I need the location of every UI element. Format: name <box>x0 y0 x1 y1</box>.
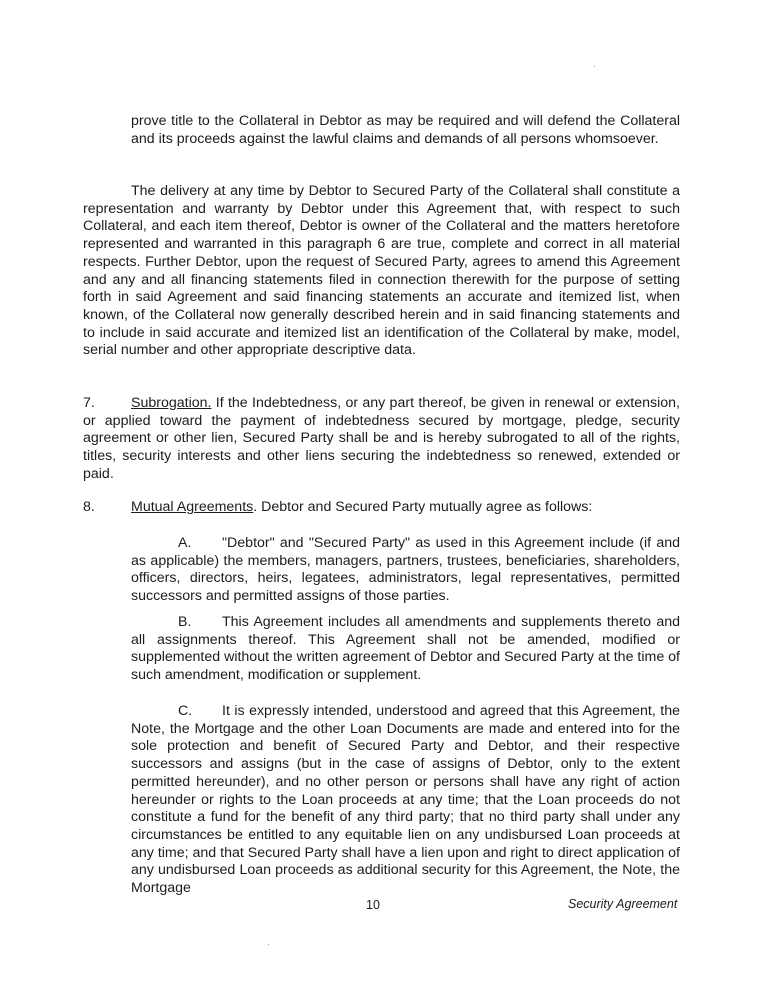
subsection-a-text: "Debtor" and "Secured Party" as used in this Agreement include (if and as applicable) the members, managers, partners, trustees, beneficiaries, shareholders, officers, directors, heirs, legatees, administrators, legal representatives, permitted successors and permitted assigns of those parties. <box>131 535 680 605</box>
section-7-text: If the Indebtedness, or any part thereof, be given in renewal or extension, or applied toward the payment of indebtedness secured by mortgage, pledge, security agreement or other lien, Secured Party shall be and is hereby subrogated to all of the rights, titles, security interests and other liens securing the indebtedness so renewed, extended or paid. <box>83 395 680 482</box>
subsection-b-letter: B. <box>178 614 192 630</box>
scan-speck <box>594 66 595 67</box>
continuation-paragraph: prove title to the Collateral in Debtor as may be required and will defend the Collateral and its proceeds against the lawful claims and demands of all persons whomsoever. <box>131 113 680 147</box>
subsection-b <box>131 614 680 685</box>
scan-speck <box>268 944 269 945</box>
subsection-b-text: This Agreement includes all amendments and supplements thereto and all assignments thereof. This Agreement shall not be amended, modified or supplemented without the written agreement of Debtor and Secured Party at the time of such amendment, modification or supplement. <box>131 614 680 684</box>
section-8-intro-text: . Debtor and Secured Party mutually agree as follows: <box>253 499 593 515</box>
section-8-intro <box>131 499 680 517</box>
section-7-number: 7. <box>83 395 95 411</box>
section-8-number: 8. <box>83 499 95 515</box>
subsection-c-text: It is expressly intended, understood and agreed that this Agreement, the Note, the Mortgage and the other Loan Documents are made and entered into for the sole protection and benefit of Secured Party and Debtor, and their respective successors and assigns (but in the case of assigns of Debtor, only to the extent permitted hereunder), and no other person or persons shall have any right of action hereunder or rights to the Loan proceeds at any time; that the Loan proceeds do not constitute a fund for the benefit of any third party; that no third party shall under any circumstances be entitled to any equitable lien on any undisbursed Loan proceeds at any time; and that Secured Party shall have a lien upon and right to direct application of any undisbursed Loan proceeds as additional security for this Agreement, the Note, the Mortgage <box>131 703 680 897</box>
section-7-paragraph <box>83 395 680 484</box>
subsection-c <box>131 703 680 898</box>
subsection-a-letter: A. <box>178 535 192 551</box>
subsection-a <box>131 535 680 606</box>
page-number: 10 <box>366 898 380 912</box>
delivery-paragraph: The delivery at any time by Debtor to Secured Party of the Collateral shall constitute a representation and warranty by Debtor under this Agreement that, with respect to such Collateral, and each item thereof, Debtor is owner of the Collateral and the matters heretofore represented and warranted in this paragraph 6 are true, complete and correct in all material respects. Further Debtor, upon the request of Secured Party, agrees to amend this Agreement and any and all financing statements filed in connection therewith for the purpose of setting forth in said Agreement and said financing statements an accurate and itemized list, when known, of the Collateral now generally described herein and in said financing statements and to include in said accurate and itemized list an identification of the Collateral by make, model, serial number and other appropriate descriptive data. <box>83 183 680 359</box>
footer-document-title: Security Agreement <box>568 897 678 911</box>
section-7-heading: Subrogation. <box>131 395 212 411</box>
section-8-heading: Mutual Agreements <box>131 499 254 515</box>
subsection-c-letter: C. <box>178 703 193 719</box>
